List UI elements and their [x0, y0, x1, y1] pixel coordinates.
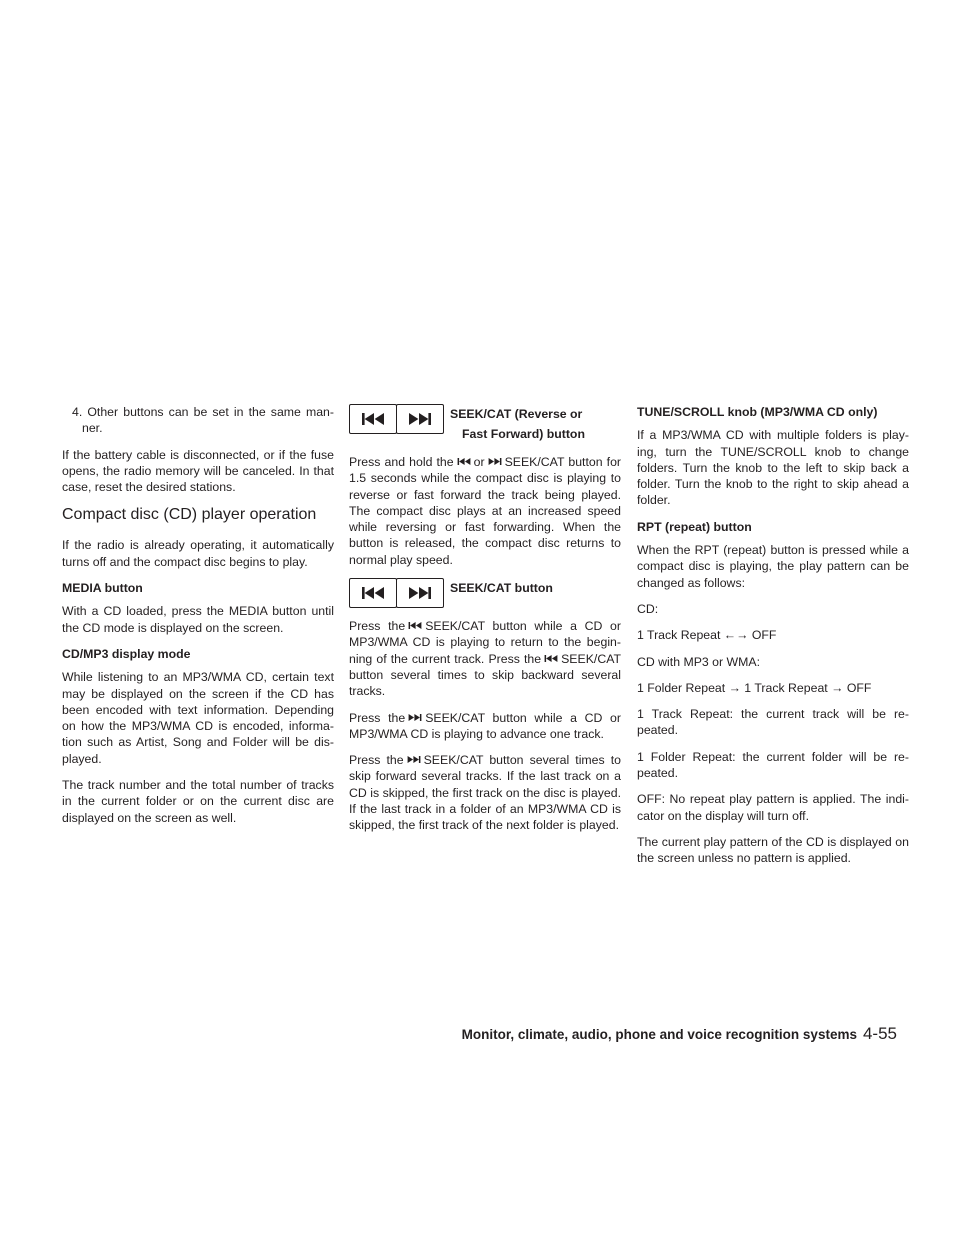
- battery-paragraph: If the battery cable is disconnected, or if the fuse opens, the radio memory will be canceled. In that case, reset the desired stations.: [62, 447, 334, 495]
- seekcat-hold-paragraph: [349, 454, 621, 568]
- skip-back-icon: [361, 413, 385, 425]
- page-footer: [462, 1024, 897, 1044]
- skip-forward-icon: [408, 413, 432, 425]
- tune-scroll-heading: TUNE/SCROLL knob (MP3/WMA CD only): [637, 405, 878, 419]
- skip-forward-icon: [408, 587, 432, 599]
- section-heading-cd: Compact disc (CD) player operation: [62, 506, 317, 524]
- seek-button-pair-illustration: [349, 404, 443, 434]
- seekcat-title-line-1: SEEK/CAT (Reverse or: [450, 407, 583, 421]
- skip-back-icon: [457, 457, 471, 466]
- seek-forward-paragraph: [349, 710, 621, 743]
- rpt-paragraph: When the RPT (repeat) button is pressed while a compact disc is playing, the play pattern can be changed as follows:: [637, 543, 909, 590]
- folder-repeat-paragraph: 1 Folder Repeat: the current folder will be re- peated.: [637, 749, 909, 781]
- seekcat-reverse-forward-heading: [349, 404, 621, 444]
- text-run: SEEK/CAT button several times to skip backward several tracks.: [349, 651, 621, 699]
- seek-reverse-paragraph: [349, 618, 621, 699]
- seek-button-pair-illustration: [349, 578, 443, 608]
- seekcat-button-heading: [349, 578, 621, 608]
- media-button-heading: MEDIA button: [62, 581, 143, 596]
- cd-intro-paragraph: If the radio is already operating, it automatically turns off and the compact disc begins to play.: [62, 538, 334, 569]
- text-run: SEEK/CAT button while a CD or MP3/WMA CD is playing to advance one track.: [349, 710, 621, 741]
- reverse-button-illustration: [349, 578, 397, 608]
- display-mode-heading: CD/MP3 display mode: [62, 646, 191, 661]
- text-run: Press and hold the: [349, 455, 454, 469]
- off-paragraph: OFF: No repeat play pattern is applied. The indi- cator on the display will turn off.: [637, 792, 909, 823]
- text-run: Press the: [349, 710, 406, 725]
- skip-back-icon: [361, 587, 385, 599]
- text-run: SEEK/CAT button several times to skip forward several tracks. If the last track on a CD is skipped, the first track on the disc is played. If the last track in a folder of an MP3/WMA CD is skipped, the first track of the next folder is played.: [349, 753, 621, 833]
- text-run: or: [473, 455, 485, 469]
- display-mode-paragraph-1: While listening to an MP3/WMA CD, certain text may be displayed on the screen if the CD has been encoded with text information. Depending on how the MP3/WMA CD is encoded, informa- tion such as Artist, Song and Folder will be dis- played.: [62, 670, 334, 766]
- mp3-pattern: 1 Folder Repeat → 1 Track Repeat → OFF: [637, 680, 872, 695]
- text-run: SEEK/CAT button for 1.5 seconds while the compact disc is playing to reverse or fast forward the track being played. The compact disc plays at an increased speed while reversing or fast forwarding. When the button is released, the compact disc returns to normal play speed.: [349, 455, 621, 567]
- seekcat-title-line-2: Fast Forward) button: [462, 427, 585, 441]
- forward-button-illustration: [396, 404, 444, 434]
- skip-back-icon: [544, 654, 558, 663]
- page-number: 4-55: [862, 1024, 897, 1043]
- rpt-button-heading: RPT (repeat) button: [637, 519, 752, 534]
- cd-pattern: 1 Track Repeat ←→ OFF: [637, 628, 777, 643]
- seek-forward-multi-paragraph: [349, 752, 621, 833]
- current-pattern-paragraph: The current play pattern of the CD is displayed on the screen unless no pattern is applied.: [637, 834, 909, 866]
- text-run: SEEK/CAT button while a CD or MP3/WMA CD is playing to return to the begin- ning of the current track. Press the: [349, 619, 621, 666]
- text-run: Press the: [349, 753, 404, 768]
- skip-forward-icon: [407, 755, 421, 764]
- seekcat-reverse-forward-title: [450, 404, 585, 444]
- column-middle: [349, 404, 621, 844]
- skip-forward-icon: [488, 457, 502, 466]
- text-run: Press the: [349, 619, 406, 634]
- column-left: [62, 404, 334, 836]
- display-mode-paragraph-2: The track number and the total number of tracks in the current folder or on the current disc are displayed on the screen as well.: [62, 778, 334, 825]
- tune-scroll-paragraph: If a MP3/WMA CD with multiple folders is play- ing, turn the TUNE/SCROLL knob to change folders. Turn the knob to the left to skip back a folder. Turn the knob to the right to skip ahead a folder.: [637, 428, 909, 508]
- track-repeat-paragraph: 1 Track Repeat: the current track will be re- peated.: [637, 707, 909, 738]
- cd-label: CD:: [637, 601, 659, 616]
- mp3-label: CD with MP3 or WMA:: [637, 654, 760, 669]
- footer-title: Monitor, climate, audio, phone and voice recognition systems: [461, 1027, 857, 1042]
- skip-forward-icon: [408, 713, 422, 722]
- list-item-4: 4. Other buttons can be set in the same man- ner.: [72, 405, 334, 436]
- column-right: [637, 404, 909, 877]
- reverse-button-illustration: [349, 404, 397, 434]
- media-button-paragraph: With a CD loaded, press the MEDIA button until the CD mode is displayed on the screen.: [62, 604, 334, 635]
- skip-back-icon: [408, 621, 422, 630]
- seekcat-button-title: SEEK/CAT button: [450, 581, 553, 596]
- forward-button-illustration: [396, 578, 444, 608]
